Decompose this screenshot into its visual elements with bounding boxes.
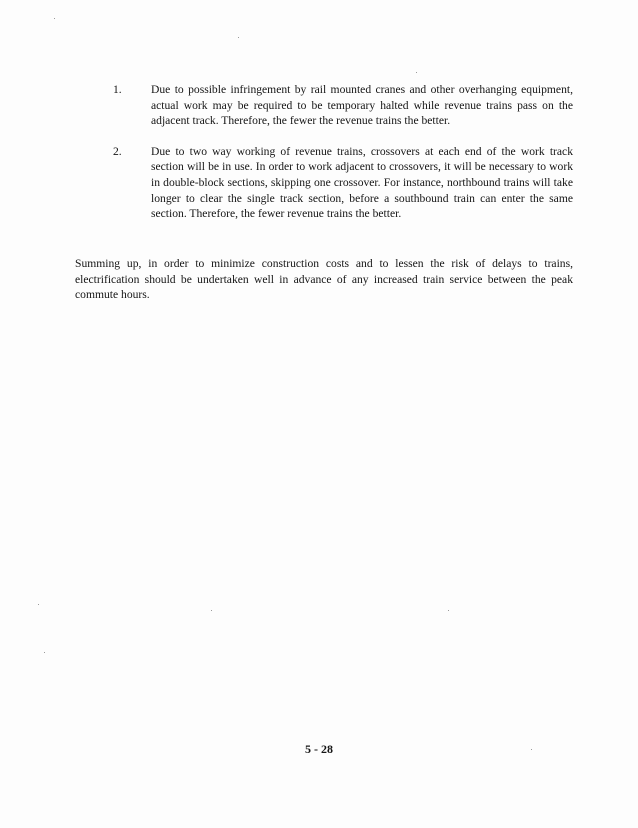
summary-paragraph: Summing up, in order to minimize construction costs and to lessen the risk of delays to trains, electrification should be undertaken well in advance of any increased train service between the peak commute hours. <box>75 257 573 302</box>
scan-speck <box>44 652 45 653</box>
scan-speck <box>448 610 449 611</box>
page-number: 5 - 28 <box>305 742 333 756</box>
scan-speck <box>416 72 417 73</box>
scan-speck <box>238 37 239 38</box>
scan-speck <box>54 18 55 19</box>
list-item-number: 2. <box>113 144 122 158</box>
list-item-number: 1. <box>113 83 122 96</box>
list-item <box>113 82 573 129</box>
numbered-list <box>113 82 573 237</box>
list-item-text: Due to two way working of revenue trains, crossovers at each end of the work track section will be in use. In order to work adjacent to crossovers, it will be necessary to work in double-block sections, skipping one crossover. For instance, northbound trains will take longer to clear the single track section, before a southbound train can enter the same section. Therefore, the fewer revenue trains the better. <box>151 144 573 221</box>
list-item-text: Due to possible infringement by rail mounted cranes and other overhanging equipment, actual work may be required to be temporary halted while revenue trains pass on the adjacent track. Therefore, the fewer the revenue trains the better. <box>151 83 573 128</box>
scan-speck <box>211 610 212 611</box>
scan-speck <box>38 604 39 605</box>
list-item <box>113 144 573 222</box>
